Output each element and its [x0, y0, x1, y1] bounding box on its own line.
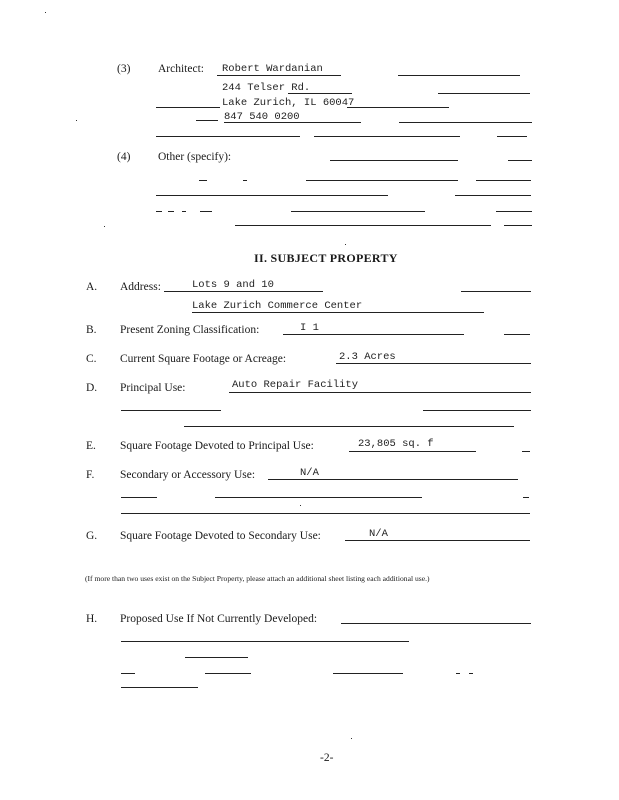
architect-address[interactable]: 244 Telser Rd.: [222, 82, 311, 94]
item-c-label: Current Square Footage or Acreage:: [120, 353, 287, 365]
scan-speck: [45, 12, 46, 13]
address-value-1[interactable]: Lots 9 and 10: [192, 279, 274, 291]
secondary-use-line: [268, 479, 518, 480]
architect-city[interactable]: Lake Zurich, IL 60047: [222, 97, 355, 109]
scan-speck: [345, 244, 346, 245]
item-d-label: Principal Use:: [120, 382, 186, 394]
item-e-label: Square Footage Devoted to Principal Use:: [120, 440, 314, 452]
scan-speck: [104, 226, 105, 227]
scan-speck: [300, 505, 301, 506]
other-line-2b: [243, 180, 247, 181]
principal-use-line-2a: [121, 410, 221, 411]
item-a-label: Address:: [120, 281, 161, 293]
architect-address-line: [288, 93, 352, 94]
principal-use-line-2b: [423, 410, 531, 411]
architect-number: (3): [117, 63, 131, 75]
item-b-label: Present Zoning Classification:: [120, 324, 260, 336]
secondary-sqft-line: [345, 540, 530, 541]
proposed-use-line-4e: [469, 673, 473, 674]
item-b-letter: B.: [86, 324, 97, 336]
proposed-use-line: [341, 623, 531, 624]
other-label: Other (specify):: [158, 151, 232, 163]
principal-sqft-line-b: [522, 451, 530, 452]
scan-speck: [76, 120, 77, 121]
section-title: II. SUBJECT PROPERTY: [254, 251, 398, 265]
address-value-2[interactable]: Lake Zurich Commerce Center: [192, 300, 363, 312]
architect-phone-line: [224, 122, 361, 123]
architect-extra-line-b: [314, 136, 460, 137]
other-line-4a: [156, 211, 162, 212]
architect-name-line: [217, 75, 341, 76]
scan-speck: [351, 738, 352, 739]
other-line-4e: [291, 211, 425, 212]
item-h-letter: H.: [86, 613, 98, 625]
other-line-1: [330, 160, 458, 161]
address-line-1b: [461, 291, 531, 292]
architect-city-line: [347, 107, 449, 108]
item-h-label: Proposed Use If Not Currently Developed:: [120, 613, 318, 625]
proposed-use-line-4a: [121, 673, 135, 674]
architect-label: Architect:: [158, 63, 204, 75]
principal-use-line-3: [184, 426, 514, 427]
other-number: (4): [117, 151, 131, 163]
item-g-letter: G.: [86, 530, 98, 542]
zoning-line-b: [504, 334, 530, 335]
secondary-sqft-value[interactable]: N/A: [369, 528, 388, 540]
zoning-value[interactable]: I 1: [300, 322, 319, 334]
other-line-2c: [306, 180, 458, 181]
architect-name[interactable]: Robert Wardanian: [222, 63, 323, 75]
proposed-use-line-4d: [456, 673, 460, 674]
principal-use-value[interactable]: Auto Repair Facility: [232, 379, 359, 391]
zoning-line: [283, 334, 464, 335]
other-line-1b: [508, 160, 532, 161]
proposed-use-line-4b: [205, 673, 251, 674]
architect-extra-line-c: [497, 136, 527, 137]
item-g-label: Square Footage Devoted to Secondary Use:: [120, 530, 321, 542]
acreage-value[interactable]: 2.3 Acres: [339, 351, 396, 363]
multiple-uses-note: (If more than two uses exist on the Subject Property, please attach an additional sheet listing each additional use.): [85, 574, 430, 583]
secondary-use-line-2b: [215, 497, 422, 498]
other-line-4d: [200, 211, 212, 212]
secondary-use-line-3: [121, 513, 530, 514]
page-number: -2-: [320, 752, 334, 764]
principal-sqft-line: [349, 451, 476, 452]
secondary-use-line-2c: [523, 497, 529, 498]
architect-phone-line-2: [399, 122, 532, 123]
secondary-use-line-2a: [121, 497, 157, 498]
architect-phone-left-line: [196, 120, 218, 121]
other-line-4b: [168, 211, 174, 212]
proposed-use-line-5: [121, 687, 198, 688]
other-line-5b: [504, 225, 532, 226]
architect-extra-line-a: [156, 136, 300, 137]
proposed-use-line-2: [121, 641, 409, 642]
proposed-use-line-4c: [333, 673, 403, 674]
address-line-2: [192, 312, 484, 313]
other-line-2d: [476, 180, 531, 181]
item-d-letter: D.: [86, 382, 98, 394]
other-line-4c: [182, 211, 186, 212]
item-c-letter: C.: [86, 353, 97, 365]
other-line-4f: [496, 211, 532, 212]
architect-phone[interactable]: 847 540 0200: [224, 111, 300, 123]
item-a-letter: A.: [86, 281, 98, 293]
architect-address-line-2: [438, 93, 530, 94]
secondary-use-value[interactable]: N/A: [300, 467, 319, 479]
proposed-use-line-3: [185, 657, 248, 658]
other-line-3b: [455, 195, 531, 196]
item-f-label: Secondary or Accessory Use:: [120, 469, 256, 481]
other-line-2a: [199, 180, 207, 181]
item-f-letter: F.: [86, 469, 95, 481]
item-e-letter: E.: [86, 440, 96, 452]
principal-use-line: [229, 392, 531, 393]
architect-extra-line: [398, 75, 520, 76]
acreage-line: [336, 363, 531, 364]
other-line-3: [156, 195, 388, 196]
other-line-5: [235, 225, 491, 226]
architect-city-left-line: [156, 107, 220, 108]
principal-sqft-value[interactable]: 23,805 sq. f: [358, 438, 434, 450]
address-line-1: [164, 291, 323, 292]
